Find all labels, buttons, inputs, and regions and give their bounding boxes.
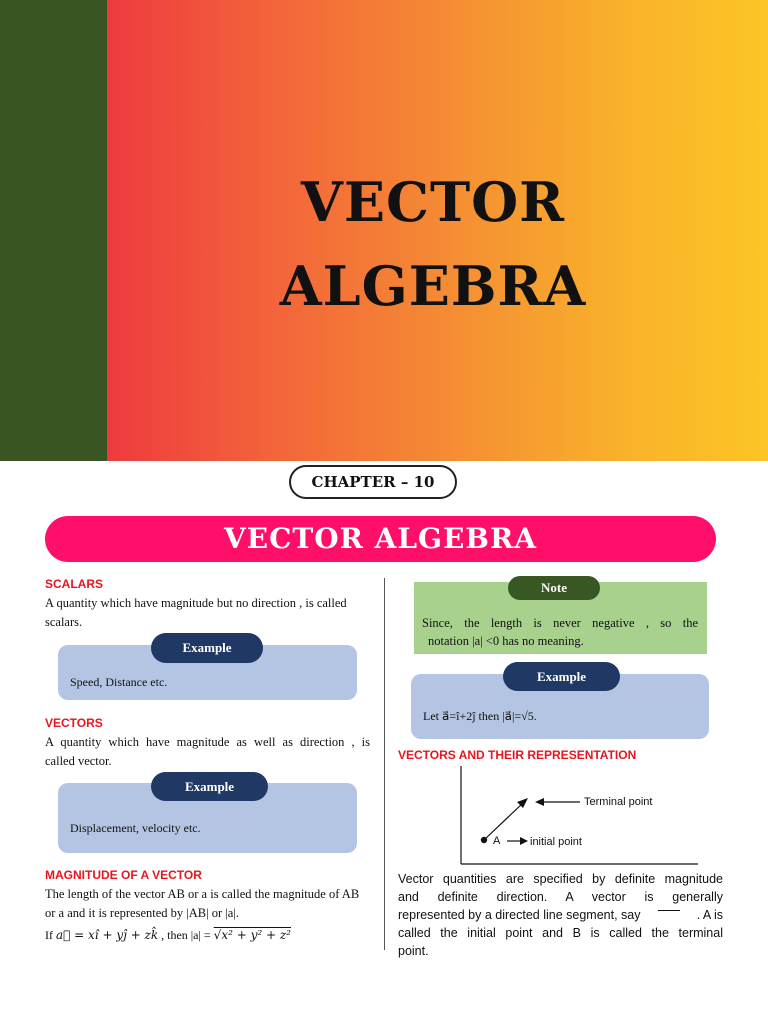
vectors-body-line2: called vector. [45,754,112,768]
cover-title-line1: VECTOR [300,170,566,234]
column-divider [384,578,385,950]
representation-line4: called the initial point and B is called the terminal [398,926,723,940]
cover-title-line2: ALGEBRA [279,254,587,318]
cover-side-band [0,0,107,461]
right-example-pill: Example [503,662,620,691]
magnitude-body-line1: The length of the vector AB or a is called the magnitude of AB [45,887,360,901]
formula-prefix: If [45,928,53,942]
representation-body [398,870,723,960]
vectors-body-line1: A quantity which have magnitude as well as direction , is [45,735,370,749]
section-title: VECTOR ALGEBRA [45,516,716,562]
magnitude-heading: MAGNITUDE OF A VECTOR [45,868,202,882]
vectors-heading: VECTORS [45,716,103,730]
note-line2: notation |a| <0 has no meaning. [428,634,584,648]
terminal-point-label: Terminal point [584,796,653,808]
note-text [422,614,698,650]
magnitude-body-line2: or a and it is represented by |AB| or |a|. [45,906,239,920]
representation-line3-text: represented by a directed line segment, say [398,908,641,922]
chapter-label: CHAPTER – 10 [289,465,457,499]
point-a-label: A [493,835,501,847]
representation-heading: VECTORS AND THEIR REPRESENTATION [398,748,637,762]
note-line1: Since, the length is never negative , so the [422,616,698,630]
cover-banner [0,0,768,461]
scalars-body-line2: scalars. [45,615,83,629]
formula-root: √x² + y² + z² [213,928,291,942]
vectors-body [45,733,370,771]
representation-line3 [398,906,723,924]
representation-line5: point. [398,944,429,958]
terminal-pointer-arrowhead [535,798,544,806]
initial-pointer-arrowhead [520,837,528,845]
initial-point-label: initial point [530,836,582,848]
representation-line3-end: . A is [696,908,723,922]
vector-diagram [440,764,700,868]
right-example-text: Let a⃗=î+2ĵ then |a⃗|=√5. [423,709,537,723]
scalars-heading: SCALARS [45,577,104,591]
magnitude-body [45,885,370,923]
scalars-example-text: Speed, Distance etc. [70,675,168,689]
vector-line [484,802,524,840]
note-pill: Note [508,576,600,600]
magnitude-formula [45,926,375,945]
representation-line1: Vector quantities are specified by definite magnitude [398,872,723,886]
representation-line2: and definite direction. A vector is generally [398,890,723,904]
vectors-example-pill: Example [151,772,268,801]
formula-then: , then |a| = [161,928,211,942]
scalars-body [45,594,370,632]
vector-ab-overline [658,910,680,911]
scalars-body-line1: A quantity which have magnitude but no direction , is called [45,596,347,610]
vectors-example-text: Displacement, velocity etc. [70,821,201,835]
scalars-example-pill: Example [151,633,263,663]
formula-vector: a⃗ = xî + yĵ + zk̂ [56,928,159,942]
